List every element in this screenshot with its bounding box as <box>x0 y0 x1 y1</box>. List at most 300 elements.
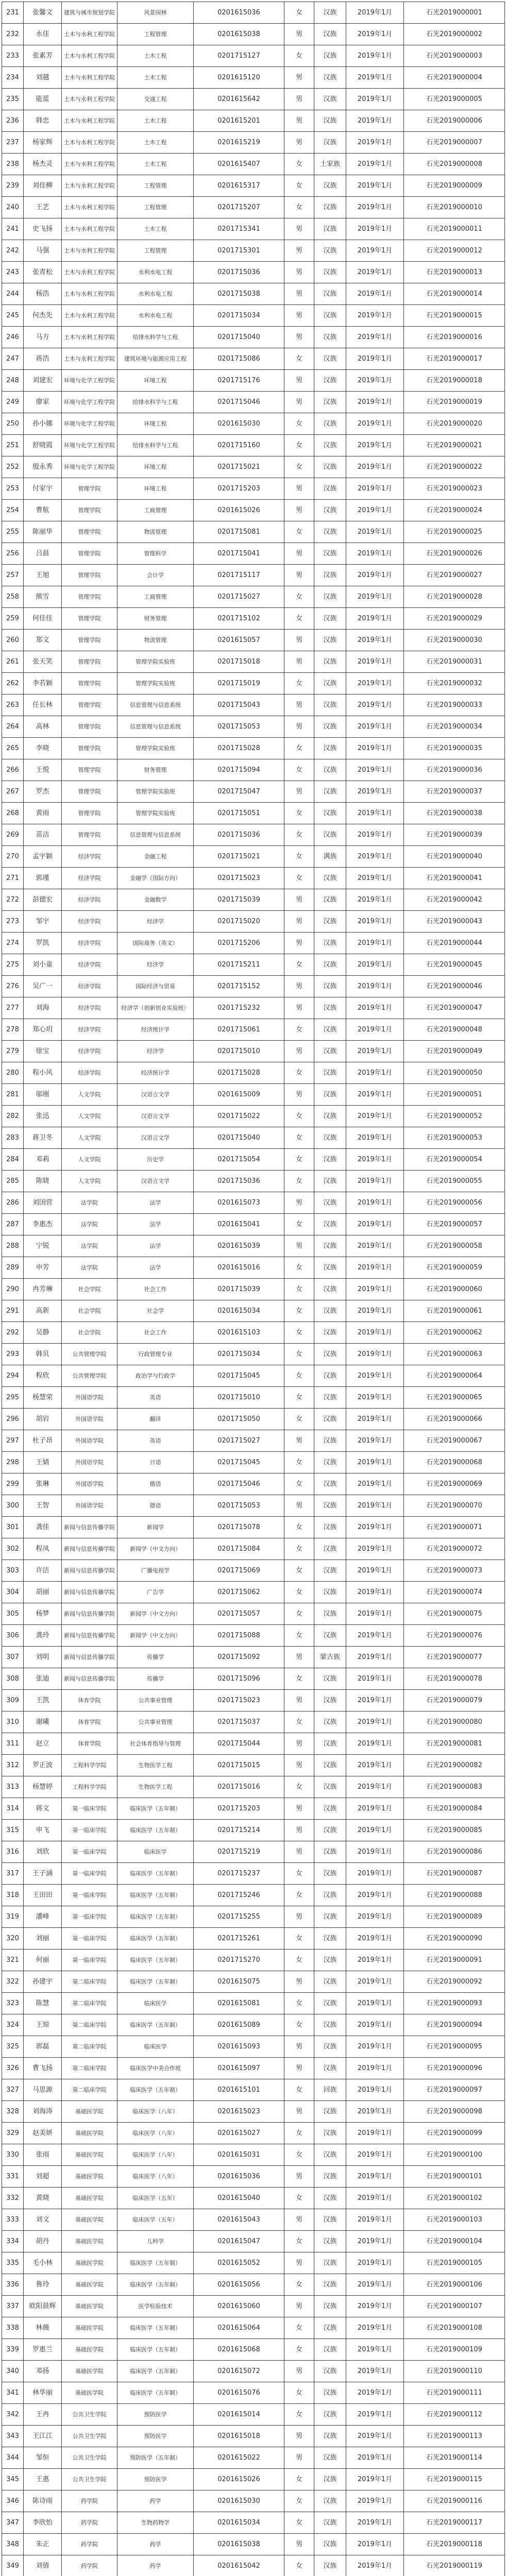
student-id: 0201615014 <box>194 2404 284 2426</box>
student-name: 罗惠兰 <box>24 2339 62 2361</box>
major-name: 俄语 <box>117 1473 194 1495</box>
college-name: 经济学院 <box>62 1062 117 1084</box>
award-date: 2019年1月 <box>346 1950 404 1971</box>
student-id: 0201715237 <box>194 1863 284 1885</box>
college-name: 第一临床学院 <box>62 1820 117 1841</box>
certificate-number: 石光2019000096 <box>404 2058 505 2079</box>
gender: 女 <box>284 608 314 630</box>
student-name: 冉芳琳 <box>24 1279 62 1300</box>
major-name: 经济学（创新创业实验班） <box>117 997 194 1019</box>
college-name: 经济学院 <box>62 889 117 911</box>
student-name: 王旭 <box>24 565 62 586</box>
college-name: 管理学院 <box>62 608 117 630</box>
gender: 女 <box>284 586 314 608</box>
college-name: 人文学院 <box>62 1127 117 1149</box>
certificate-number: 石光2019000058 <box>404 1235 505 1257</box>
college-name: 第一临床学院 <box>62 1950 117 1971</box>
student-id: 0201715203 <box>194 478 284 500</box>
gender: 女 <box>284 1171 314 1192</box>
major-name: 经济学 <box>117 1041 194 1062</box>
certificate-number: 石光2019000072 <box>404 1538 505 1560</box>
certificate-number: 石光2019000056 <box>404 1192 505 1214</box>
college-name: 管理学院 <box>62 521 117 543</box>
major-name: 汉语言文学 <box>117 1084 194 1106</box>
student-id: 0201615043 <box>194 2209 284 2231</box>
certificate-number: 石光2019000097 <box>404 2079 505 2101</box>
gender: 男 <box>284 1041 314 1062</box>
gender: 女 <box>284 846 314 868</box>
gender: 女 <box>284 2317 314 2339</box>
student-name: 付家宇 <box>24 478 62 500</box>
student-id: 0201715057 <box>194 1603 284 1625</box>
major-name: 法学 <box>117 1192 194 1214</box>
ethnicity: 汉族 <box>314 976 346 997</box>
gender: 男 <box>284 305 314 327</box>
college-name: 第一临床学院 <box>62 1841 117 1863</box>
table-row <box>2 1452 505 1473</box>
student-id: 0201615064 <box>194 2317 284 2339</box>
student-id: 0201615073 <box>194 1192 284 1214</box>
major-name: 临床医学（五年制） <box>117 1885 194 1906</box>
major-name: 水利水电工程 <box>117 262 194 283</box>
major-name: 生物医学工程 <box>117 1755 194 1776</box>
ethnicity: 汉族 <box>314 2188 346 2209</box>
award-date: 2019年1月 <box>346 1582 404 1603</box>
certificate-number: 石光2019000038 <box>404 803 505 824</box>
certificate-number: 石光2019000064 <box>404 1365 505 1387</box>
certificate-number: 石光2019000057 <box>404 1214 505 1235</box>
ethnicity: 汉族 <box>314 2382 346 2404</box>
major-name: 工程管理 <box>117 24 194 45</box>
major-name: 环境工程 <box>117 413 194 435</box>
award-date: 2019年1月 <box>346 500 404 521</box>
student-id: 0201615038 <box>194 2534 284 2555</box>
student-id: 0201715021 <box>194 456 284 478</box>
award-date: 2019年1月 <box>346 824 404 846</box>
college-name: 外国语学院 <box>62 1495 117 1517</box>
certificate-number: 石光2019000080 <box>404 1711 505 1733</box>
college-name: 管理学院 <box>62 673 117 694</box>
award-date: 2019年1月 <box>346 716 404 738</box>
row-number: 337 <box>2 2296 24 2317</box>
certificate-number: 石光2019000081 <box>404 1733 505 1755</box>
certificate-number: 石光2019000017 <box>404 348 505 370</box>
ethnicity: 汉族 <box>314 2361 346 2382</box>
college-name: 体育学院 <box>62 1690 117 1711</box>
certificate-number: 石光2019000110 <box>404 2361 505 2382</box>
table-row <box>2 1149 505 1171</box>
ethnicity: 汉族 <box>314 1344 346 1365</box>
student-id: 0201715069 <box>194 1560 284 1582</box>
award-date: 2019年1月 <box>346 1084 404 1106</box>
college-name: 第一临床学院 <box>62 1928 117 1950</box>
student-id: 0201615016 <box>194 1257 284 1279</box>
major-name: 给排水科学与工程 <box>117 435 194 456</box>
award-date: 2019年1月 <box>346 2014 404 2036</box>
college-name: 基础医学院 <box>62 2144 117 2166</box>
ethnicity: 汉族 <box>314 1711 346 1733</box>
table-row <box>2 2209 505 2231</box>
ethnicity: 汉族 <box>314 1279 346 1300</box>
gender: 女 <box>284 2339 314 2361</box>
row-number: 260 <box>2 630 24 651</box>
gender: 男 <box>284 889 314 911</box>
row-number: 272 <box>2 889 24 911</box>
student-name: 王冉 <box>24 2404 62 2426</box>
ethnicity: 汉族 <box>314 1084 346 1106</box>
row-number: 255 <box>2 521 24 543</box>
student-name: 刘国营 <box>24 1192 62 1214</box>
table-row <box>2 1127 505 1149</box>
table-row <box>2 1993 505 2014</box>
ethnicity: 汉族 <box>314 2426 346 2447</box>
gender: 女 <box>284 1560 314 1582</box>
ethnicity: 汉族 <box>314 2166 346 2188</box>
student-id: 0201715211 <box>194 954 284 976</box>
certificate-number: 石光2019000075 <box>404 1603 505 1625</box>
student-name: 罗正波 <box>24 1755 62 1776</box>
major-name: 医学检验技术 <box>117 2296 194 2317</box>
college-name: 土木与水利工程学院 <box>62 348 117 370</box>
student-name: 龚佳 <box>24 1517 62 1538</box>
college-name: 药学院 <box>62 2534 117 2555</box>
table-row <box>2 673 505 694</box>
award-date: 2019年1月 <box>346 608 404 630</box>
student-id: 0201615041 <box>194 1214 284 1235</box>
student-id: 0201715214 <box>194 1820 284 1841</box>
gender: 女 <box>284 1344 314 1365</box>
student-id: 0201715043 <box>194 694 284 716</box>
row-number: 292 <box>2 1322 24 1344</box>
college-name: 外国语学院 <box>62 1387 117 1409</box>
certificate-number: 石光2019000111 <box>404 2382 505 2404</box>
row-number: 294 <box>2 1365 24 1387</box>
row-number: 312 <box>2 1755 24 1776</box>
table-row <box>2 283 505 305</box>
gender: 男 <box>284 2447 314 2469</box>
table-row <box>2 651 505 673</box>
certificate-number: 石光2019000100 <box>404 2144 505 2166</box>
award-date: 2019年1月 <box>346 651 404 673</box>
student-name: 杨杰灵 <box>24 154 62 175</box>
college-name: 经济学院 <box>62 846 117 868</box>
student-id: 0201715034 <box>194 305 284 327</box>
row-number: 332 <box>2 2188 24 2209</box>
student-id: 0201615034 <box>194 1300 284 1322</box>
college-name: 土木与水利工程学院 <box>62 89 117 110</box>
award-date: 2019年1月 <box>346 1300 404 1322</box>
certificate-number: 石光2019000034 <box>404 716 505 738</box>
award-date: 2019年1月 <box>346 1776 404 1798</box>
certificate-number: 石光2019000060 <box>404 1279 505 1300</box>
ethnicity: 汉族 <box>314 1322 346 1344</box>
table-row <box>2 2 505 24</box>
ethnicity: 汉族 <box>314 2490 346 2512</box>
major-name: 给排水科学与工程 <box>117 392 194 413</box>
college-name: 经济学院 <box>62 1019 117 1041</box>
major-name: 社会学 <box>117 1300 194 1322</box>
award-date: 2019年1月 <box>346 1733 404 1755</box>
table-row <box>2 1300 505 1322</box>
table-row <box>2 2252 505 2274</box>
student-id: 0201615040 <box>194 2188 284 2209</box>
gender: 女 <box>284 759 314 781</box>
college-name: 经济学院 <box>62 868 117 889</box>
student-id: 0201715023 <box>194 1690 284 1711</box>
certificate-number: 石光2019000115 <box>404 2469 505 2490</box>
table-row <box>2 2447 505 2469</box>
table-row <box>2 608 505 630</box>
ethnicity: 汉族 <box>314 1798 346 1820</box>
award-date: 2019年1月 <box>346 2252 404 2274</box>
award-date: 2019年1月 <box>346 1041 404 1062</box>
student-id: 0201715301 <box>194 240 284 262</box>
gender: 女 <box>284 1019 314 1041</box>
certificate-number: 石光2019000020 <box>404 413 505 435</box>
table-row <box>2 781 505 803</box>
major-name: 管理学院实验班 <box>117 803 194 824</box>
student-name: 赵立 <box>24 1733 62 1755</box>
major-name: 工商管理 <box>117 586 194 608</box>
ethnicity: 汉族 <box>314 803 346 824</box>
table-row <box>2 1820 505 1841</box>
major-name: 翻译 <box>117 1409 194 1430</box>
student-name: 张天笑 <box>24 651 62 673</box>
table-row <box>2 1495 505 1517</box>
row-number: 274 <box>2 933 24 954</box>
student-id: 0201715092 <box>194 1647 284 1668</box>
gender: 男 <box>284 1690 314 1711</box>
row-number: 324 <box>2 2014 24 2036</box>
ethnicity: 汉族 <box>314 175 346 197</box>
college-name: 基础医学院 <box>62 2361 117 2382</box>
ethnicity: 汉族 <box>314 521 346 543</box>
ethnicity: 汉族 <box>314 1820 346 1841</box>
award-date: 2019年1月 <box>346 2036 404 2058</box>
major-name: 物流管理 <box>117 630 194 651</box>
table-row <box>2 435 505 456</box>
table-row <box>2 1690 505 1711</box>
college-name: 外国语学院 <box>62 1430 117 1452</box>
award-date: 2019年1月 <box>346 1171 404 1192</box>
student-name: 王子涵 <box>24 1863 62 1885</box>
student-name: 王凯 <box>24 1690 62 1711</box>
student-name: 曹飞扬 <box>24 2058 62 2079</box>
student-id: 0201715040 <box>194 327 284 348</box>
table-row <box>2 1279 505 1300</box>
college-name: 公共卫生学院 <box>62 2447 117 2469</box>
ethnicity: 汉族 <box>314 392 346 413</box>
award-date: 2019年1月 <box>346 154 404 175</box>
gender: 男 <box>284 933 314 954</box>
award-date: 2019年1月 <box>346 1863 404 1885</box>
gender: 女 <box>284 738 314 759</box>
major-name: 管理学院实验班 <box>117 738 194 759</box>
college-name: 管理学院 <box>62 738 117 759</box>
college-name: 体育学院 <box>62 1711 117 1733</box>
gender: 女 <box>284 1538 314 1560</box>
student-roster-table <box>2 2 505 2576</box>
table-row <box>2 1906 505 1928</box>
table-row <box>2 1841 505 1863</box>
award-date: 2019年1月 <box>346 2555 404 2576</box>
row-number: 282 <box>2 1106 24 1127</box>
certificate-number: 石光2019000063 <box>404 1344 505 1365</box>
award-date: 2019年1月 <box>346 997 404 1019</box>
major-name: 临床医学（五年制） <box>117 1950 194 1971</box>
college-name: 土木与水利工程学院 <box>62 175 117 197</box>
certificate-number: 石光2019000103 <box>404 2209 505 2231</box>
gender: 女 <box>284 2144 314 2166</box>
certificate-number: 石光2019000036 <box>404 759 505 781</box>
table-row <box>2 2014 505 2036</box>
gender: 男 <box>284 370 314 392</box>
student-name: 王智 <box>24 1495 62 1517</box>
ethnicity: 汉族 <box>314 218 346 240</box>
student-name: 李欣怡 <box>24 2512 62 2534</box>
ethnicity: 汉族 <box>314 1971 346 1993</box>
college-name: 管理学院 <box>62 630 117 651</box>
gender: 男 <box>284 1906 314 1928</box>
student-id: 0201715081 <box>194 521 284 543</box>
major-name: 药学 <box>117 2534 194 2555</box>
row-number: 246 <box>2 327 24 348</box>
major-name: 预防医学 <box>117 2404 194 2426</box>
student-name: 高林 <box>24 716 62 738</box>
certificate-number: 石光2019000053 <box>404 1127 505 1149</box>
table-row <box>2 716 505 738</box>
ethnicity: 汉族 <box>314 45 346 67</box>
gender: 女 <box>284 1668 314 1690</box>
certificate-number: 石光2019000008 <box>404 154 505 175</box>
row-number: 248 <box>2 370 24 392</box>
student-name: 龚玲 <box>24 1625 62 1647</box>
gender: 女 <box>284 954 314 976</box>
row-number: 254 <box>2 500 24 521</box>
student-name: 鲁玲 <box>24 2274 62 2296</box>
ethnicity: 汉族 <box>314 2101 346 2123</box>
award-date: 2019年1月 <box>346 1430 404 1452</box>
award-date: 2019年1月 <box>346 2512 404 2534</box>
student-id: 0201615042 <box>194 2555 284 2576</box>
row-number: 237 <box>2 132 24 154</box>
award-date: 2019年1月 <box>346 1365 404 1387</box>
ethnicity: 汉族 <box>314 630 346 651</box>
gender: 男 <box>284 2296 314 2317</box>
award-date: 2019年1月 <box>346 1647 404 1668</box>
college-name: 基础医学院 <box>62 2101 117 2123</box>
major-name: 临床医学中美合作班 <box>117 2058 194 2079</box>
student-name: 马方 <box>24 327 62 348</box>
certificate-number: 石光2019000118 <box>404 2534 505 2555</box>
table-row <box>2 2404 505 2426</box>
row-number: 299 <box>2 1473 24 1495</box>
table-row <box>2 413 505 435</box>
row-number: 303 <box>2 1560 24 1582</box>
college-name: 第二临床学院 <box>62 1993 117 2014</box>
college-name: 基础医学院 <box>62 2296 117 2317</box>
student-name: 王悦 <box>24 759 62 781</box>
student-id: 0201715045 <box>194 1365 284 1387</box>
table-row <box>2 478 505 500</box>
table-row <box>2 1062 505 1084</box>
college-name: 经济学院 <box>62 997 117 1019</box>
gender: 男 <box>284 1841 314 1863</box>
table-row <box>2 305 505 327</box>
table-row <box>2 738 505 759</box>
student-name: 黄雨 <box>24 803 62 824</box>
ethnicity: 汉族 <box>314 1733 346 1755</box>
student-id: 0201615103 <box>194 1322 284 1344</box>
college-name: 土木与水利工程学院 <box>62 67 117 89</box>
college-name: 新闻与信息传播学院 <box>62 1647 117 1668</box>
gender: 男 <box>284 110 314 132</box>
student-name: 韩贝 <box>24 1344 62 1365</box>
award-date: 2019年1月 <box>346 911 404 933</box>
row-number: 341 <box>2 2382 24 2404</box>
major-name: 历史学 <box>117 1149 194 1171</box>
student-name: 刘超 <box>24 2166 62 2188</box>
student-name: 杨家辉 <box>24 132 62 154</box>
certificate-number: 石光2019000043 <box>404 911 505 933</box>
college-name: 新闻与信息传播学院 <box>62 1625 117 1647</box>
award-date: 2019年1月 <box>346 933 404 954</box>
major-name: 建筑环境与能源应用工程 <box>117 348 194 370</box>
row-number: 326 <box>2 2058 24 2079</box>
table-row <box>2 565 505 586</box>
ethnicity: 汉族 <box>314 67 346 89</box>
gender: 女 <box>284 1603 314 1625</box>
student-id: 0201715027 <box>194 1430 284 1452</box>
gender: 女 <box>284 2014 314 2036</box>
row-number: 285 <box>2 1171 24 1192</box>
award-date: 2019年1月 <box>346 1711 404 1733</box>
table-row <box>2 2317 505 2339</box>
ethnicity: 汉族 <box>314 370 346 392</box>
gender: 女 <box>284 868 314 889</box>
student-id: 0201615075 <box>194 1971 284 1993</box>
student-name: 李若颖 <box>24 673 62 694</box>
table-row <box>2 803 505 824</box>
row-number: 347 <box>2 2512 24 2534</box>
student-name: 刘海 <box>24 997 62 1019</box>
college-name: 社会学院 <box>62 1279 117 1300</box>
student-id: 0201715152 <box>194 976 284 997</box>
gender: 女 <box>284 1885 314 1906</box>
ethnicity: 汉族 <box>314 781 346 803</box>
gender: 男 <box>284 630 314 651</box>
certificate-number: 石光2019000027 <box>404 565 505 586</box>
ethnicity: 汉族 <box>314 759 346 781</box>
student-id: 0201715044 <box>194 1733 284 1755</box>
major-name: 生物药物学 <box>117 2512 194 2534</box>
award-date: 2019年1月 <box>346 630 404 651</box>
row-number: 338 <box>2 2317 24 2339</box>
ethnicity: 汉族 <box>314 889 346 911</box>
award-date: 2019年1月 <box>346 1019 404 1041</box>
roster-body <box>2 2 505 2576</box>
table-row <box>2 1733 505 1755</box>
certificate-number: 石光2019000071 <box>404 1517 505 1538</box>
table-row <box>2 630 505 651</box>
award-date: 2019年1月 <box>346 1625 404 1647</box>
student-name: 任长林 <box>24 694 62 716</box>
major-name: 法学 <box>117 1235 194 1257</box>
ethnicity: 汉族 <box>314 1235 346 1257</box>
row-number: 267 <box>2 781 24 803</box>
major-name: 工程管理 <box>117 197 194 218</box>
gender: 男 <box>284 262 314 283</box>
